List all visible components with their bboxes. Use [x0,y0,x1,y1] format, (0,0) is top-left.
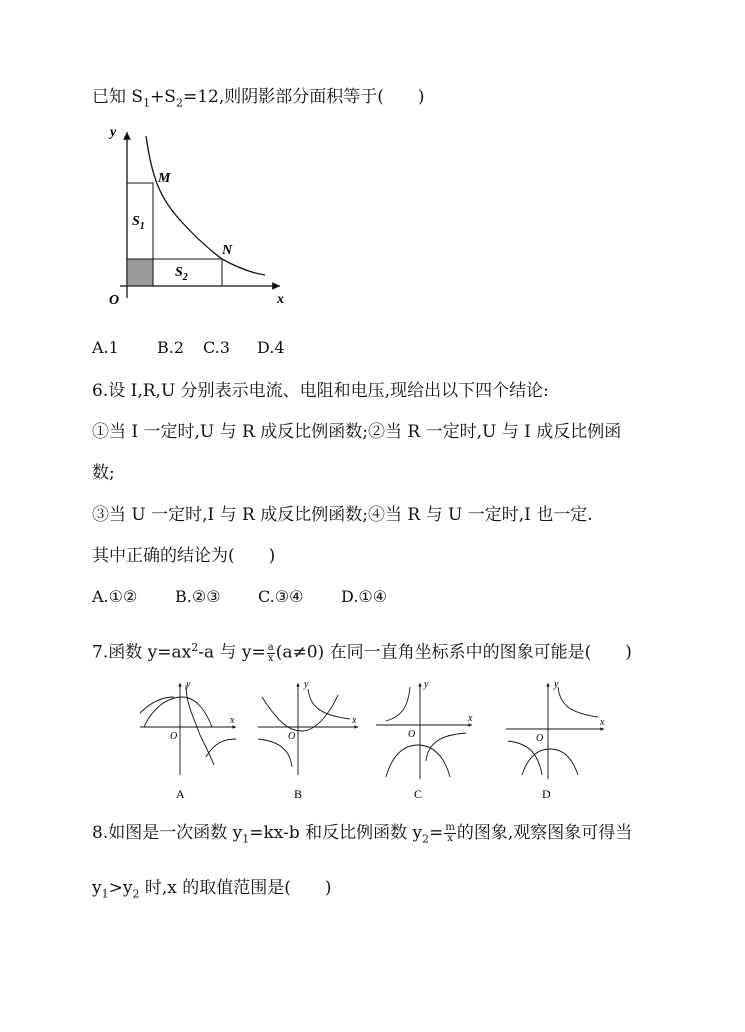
svg-text:O: O [170,731,178,742]
svg-text:y: y [424,679,429,690]
q5-stem-sub1: 1 [143,96,151,110]
q8-stem [92,822,632,850]
q7-label-d: D [542,787,551,801]
q8-line2-tail: 时,x 的取值范围是( ) [139,878,332,898]
q7-fraction [267,643,275,664]
q6-stem: 6.设 I,R,U 分别表示电流、电阻和电压,现给出以下四个结论: [92,381,549,401]
q6-line4: 其中正确的结论为( ) [92,546,276,566]
q5-s1-label: $S_1$ [132,214,145,232]
q7-graphs [130,675,620,810]
q7-label-b: B [294,787,303,801]
svg-text:y: y [304,679,309,690]
q8-stem-tail: 的图象,观察图象可得当 [456,823,633,843]
q8-line2-sub1: 1 [101,887,109,901]
q7-stem-text: 7.函数 y=ax [92,642,192,663]
q5-stem-text: 已知 S [92,87,144,107]
q5-origin-label: O [109,293,120,308]
q5-option-d[interactable]: D.4 [257,338,285,357]
q6-line2: 数; [92,463,115,483]
q7-graph-a [140,679,236,801]
q7-graph-b [258,679,358,801]
q5-point-n: N [222,243,233,258]
q5-option-c[interactable]: C.3 [203,338,230,357]
svg-text:O: O [536,733,544,744]
q5-hyperbola-curve [146,136,265,275]
q7-frac-den: x [267,652,274,664]
q7-graph-c [376,679,473,801]
q8-frac-num: m [445,822,455,833]
q6-line1: ①当 I 一定时,U 与 R 成反比例函数;②当 R 一定时,U 与 I 成反比例函 [92,422,622,442]
q5-option-a[interactable]: A.1 [92,338,119,357]
q6-option-a[interactable]: A.①② [92,587,138,606]
q5-y-label: y [110,125,117,140]
q7-frac-num: a [267,641,274,653]
q6-option-d[interactable]: D.①④ [341,587,388,606]
q8-stem-mid: =kx-b 和反比例函数 y [249,823,423,843]
q7-label-a: A [176,787,185,801]
q5-stem [92,86,425,114]
q7-stem-mid: -a 与 y= [198,642,266,663]
q8-stem-text: 8.如图是一次函数 y [92,823,243,843]
q8-frac-den: x [447,833,453,844]
q5-stem-tail: =12,则阴影部分面积等于( ) [182,87,425,107]
q7-graph-d [506,679,605,801]
q5-stem-plus: +S [150,87,176,107]
q8-line2-sub2: 2 [132,887,140,901]
q5-option-b[interactable]: B.2 [157,338,185,357]
svg-text:x: x [468,713,473,724]
q7-stem-tail: (a≠0) 在同一直角坐标系中的图象可能是( ) [275,642,632,663]
q8-eq: = [429,823,444,843]
svg-text:O: O [408,729,416,740]
svg-text:x: x [600,717,605,728]
q8-line2-gt: >y [108,878,133,898]
svg-text:y: y [186,679,191,690]
q7-stem [92,637,632,664]
q6-option-c[interactable]: C.③④ [258,587,304,606]
svg-text:x: x [352,715,357,726]
svg-text:x: x [230,715,235,726]
q5-point-m: M [158,171,171,186]
q6-option-b[interactable]: B.②③ [175,587,221,606]
q5-shaded-rect [127,259,153,286]
q8-sub1: 1 [242,832,250,846]
q8-line2-y: y [92,878,102,898]
q7-stem-sup: 2 [191,641,199,654]
q7-label-c: C [414,787,423,801]
q5-hyperbola-figure [100,118,300,318]
q8-sub2: 2 [422,832,430,846]
svg-text:O: O [288,731,296,742]
q6-line3: ③当 U 一定时,I 与 R 成反比例函数;④当 R 与 U 一定时,I 也一定. [92,505,593,525]
q8-line2 [92,877,332,905]
svg-text:y: y [554,679,559,690]
q5-x-label: x [277,292,284,307]
q8-fraction [444,823,455,844]
q5-s2-label: $S_2$ [175,265,188,283]
q5-stem-sub2: 2 [175,96,183,110]
